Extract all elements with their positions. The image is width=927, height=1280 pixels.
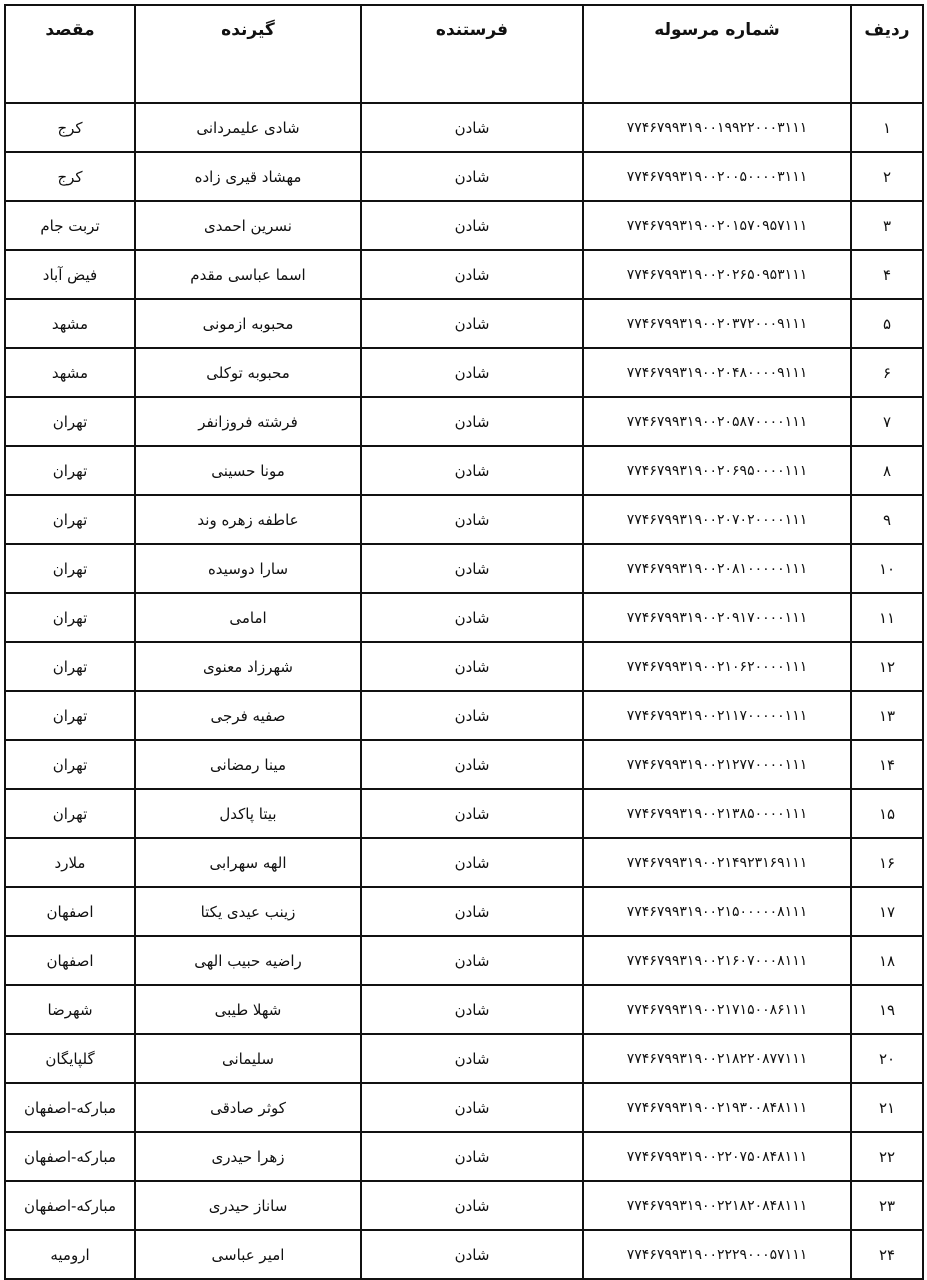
cell-sender: شادن bbox=[361, 838, 583, 887]
cell-tracking-number: ۷۷۴۶۷۹۹۳۱۹۰۰۲۰۸۱۰۰۰۰۰۱۱۱ bbox=[583, 544, 851, 593]
cell-tracking-number: ۷۷۴۶۷۹۹۳۱۹۰۰۲۰۰۵۰۰۰۰۳۱۱۱ bbox=[583, 152, 851, 201]
cell-sender: شادن bbox=[361, 446, 583, 495]
cell-destination: تهران bbox=[5, 397, 135, 446]
cell-tracking-number: ۷۷۴۶۷۹۹۳۱۹۰۰۲۰۹۱۷۰۰۰۰۱۱۱ bbox=[583, 593, 851, 642]
cell-row-index: ۲۱ bbox=[851, 1083, 923, 1132]
table-body bbox=[5, 103, 923, 1279]
cell-receiver: بیتا پاکدل bbox=[135, 789, 361, 838]
table-row bbox=[5, 593, 923, 642]
cell-receiver: فرشته فروزانفر bbox=[135, 397, 361, 446]
cell-destination: تهران bbox=[5, 495, 135, 544]
cell-receiver: سارا دوسیده bbox=[135, 544, 361, 593]
cell-row-index: ۷ bbox=[851, 397, 923, 446]
cell-tracking-number: ۷۷۴۶۷۹۹۳۱۹۰۰۲۱۷۱۵۰۰۸۶۱۱۱ bbox=[583, 985, 851, 1034]
cell-sender: شادن bbox=[361, 544, 583, 593]
cell-tracking-number: ۷۷۴۶۷۹۹۳۱۹۰۰۲۱۹۳۰۰۸۴۸۱۱۱ bbox=[583, 1083, 851, 1132]
cell-row-index: ۱ bbox=[851, 103, 923, 152]
shipment-table-sheet bbox=[4, 4, 922, 1276]
cell-receiver: مینا رمضانی bbox=[135, 740, 361, 789]
cell-sender: شادن bbox=[361, 250, 583, 299]
cell-destination: تربت جام bbox=[5, 201, 135, 250]
cell-receiver: عاطفه زهره وند bbox=[135, 495, 361, 544]
cell-sender: شادن bbox=[361, 152, 583, 201]
cell-row-index: ۹ bbox=[851, 495, 923, 544]
cell-tracking-number: ۷۷۴۶۷۹۹۳۱۹۰۰۲۲۰۷۵۰۸۴۸۱۱۱ bbox=[583, 1132, 851, 1181]
cell-tracking-number: ۷۷۴۶۷۹۹۳۱۹۰۰۲۰۲۶۵۰۹۵۳۱۱۱ bbox=[583, 250, 851, 299]
table-row bbox=[5, 691, 923, 740]
cell-destination: اصفهان bbox=[5, 887, 135, 936]
cell-receiver: مونا حسینی bbox=[135, 446, 361, 495]
cell-row-index: ۱۶ bbox=[851, 838, 923, 887]
cell-receiver: امامی bbox=[135, 593, 361, 642]
cell-row-index: ۴ bbox=[851, 250, 923, 299]
cell-sender: شادن bbox=[361, 936, 583, 985]
cell-sender: شادن bbox=[361, 593, 583, 642]
cell-tracking-number: ۷۷۴۶۷۹۹۳۱۹۰۰۲۰۳۷۲۰۰۰۹۱۱۱ bbox=[583, 299, 851, 348]
cell-row-index: ۲ bbox=[851, 152, 923, 201]
cell-row-index: ۱۵ bbox=[851, 789, 923, 838]
table-row bbox=[5, 250, 923, 299]
cell-sender: شادن bbox=[361, 1132, 583, 1181]
cell-receiver: محبوبه توکلی bbox=[135, 348, 361, 397]
cell-row-index: ۲۲ bbox=[851, 1132, 923, 1181]
cell-tracking-number: ۷۷۴۶۷۹۹۳۱۹۰۰۲۱۱۷۰۰۰۰۰۱۱۱ bbox=[583, 691, 851, 740]
table-row bbox=[5, 446, 923, 495]
table-row bbox=[5, 348, 923, 397]
cell-destination: تهران bbox=[5, 593, 135, 642]
cell-destination: تهران bbox=[5, 740, 135, 789]
cell-row-index: ۱۸ bbox=[851, 936, 923, 985]
table-row bbox=[5, 1230, 923, 1279]
cell-row-index: ۱۰ bbox=[851, 544, 923, 593]
cell-destination: تهران bbox=[5, 544, 135, 593]
cell-tracking-number: ۷۷۴۶۷۹۹۳۱۹۰۰۲۱۶۰۷۰۰۰۸۱۱۱ bbox=[583, 936, 851, 985]
table-row bbox=[5, 544, 923, 593]
cell-tracking-number: ۷۷۴۶۷۹۹۳۱۹۰۰۲۰۱۵۷۰۹۵۷۱۱۱ bbox=[583, 201, 851, 250]
cell-destination: تهران bbox=[5, 789, 135, 838]
cell-sender: شادن bbox=[361, 985, 583, 1034]
cell-destination: مبارکه-اصفهان bbox=[5, 1132, 135, 1181]
cell-destination: فیض آباد bbox=[5, 250, 135, 299]
cell-tracking-number: ۷۷۴۶۷۹۹۳۱۹۰۰۲۰۶۹۵۰۰۰۰۱۱۱ bbox=[583, 446, 851, 495]
cell-tracking-number: ۷۷۴۶۷۹۹۳۱۹۰۰۲۲۲۹۰۰۰۵۷۱۱۱ bbox=[583, 1230, 851, 1279]
cell-destination: مبارکه-اصفهان bbox=[5, 1083, 135, 1132]
cell-sender: شادن bbox=[361, 397, 583, 446]
shipment-table bbox=[4, 4, 924, 1280]
cell-sender: شادن bbox=[361, 103, 583, 152]
cell-tracking-number: ۷۷۴۶۷۹۹۳۱۹۰۰۲۱۲۷۷۰۰۰۰۱۱۱ bbox=[583, 740, 851, 789]
cell-sender: شادن bbox=[361, 299, 583, 348]
cell-sender: شادن bbox=[361, 789, 583, 838]
cell-receiver: راضیه حبیب الهی bbox=[135, 936, 361, 985]
cell-tracking-number: ۷۷۴۶۷۹۹۳۱۹۰۰۲۱۳۸۵۰۰۰۰۱۱۱ bbox=[583, 789, 851, 838]
cell-row-index: ۱۳ bbox=[851, 691, 923, 740]
cell-receiver: سلیمانی bbox=[135, 1034, 361, 1083]
cell-receiver: امیر عباسی bbox=[135, 1230, 361, 1279]
table-row bbox=[5, 1181, 923, 1230]
cell-sender: شادن bbox=[361, 740, 583, 789]
cell-sender: شادن bbox=[361, 1230, 583, 1279]
cell-row-index: ۸ bbox=[851, 446, 923, 495]
cell-row-index: ۳ bbox=[851, 201, 923, 250]
cell-receiver: کوثر صادقی bbox=[135, 1083, 361, 1132]
table-row bbox=[5, 495, 923, 544]
cell-tracking-number: ۷۷۴۶۷۹۹۳۱۹۰۰۲۱۰۶۲۰۰۰۰۱۱۱ bbox=[583, 642, 851, 691]
cell-destination: مشهد bbox=[5, 348, 135, 397]
table-row bbox=[5, 152, 923, 201]
header-sender: فرستنده bbox=[361, 5, 583, 103]
cell-destination: گلپایگان bbox=[5, 1034, 135, 1083]
cell-row-index: ۱۷ bbox=[851, 887, 923, 936]
cell-sender: شادن bbox=[361, 1083, 583, 1132]
cell-destination: اصفهان bbox=[5, 936, 135, 985]
cell-sender: شادن bbox=[361, 1181, 583, 1230]
cell-receiver: محبوبه ازمونی bbox=[135, 299, 361, 348]
cell-receiver: الهه سهرابی bbox=[135, 838, 361, 887]
cell-destination: ملارد bbox=[5, 838, 135, 887]
header-tracking-number: شماره مرسوله bbox=[583, 5, 851, 103]
cell-tracking-number: ۷۷۴۶۷۹۹۳۱۹۰۰۲۰۵۸۷۰۰۰۰۱۱۱ bbox=[583, 397, 851, 446]
cell-sender: شادن bbox=[361, 642, 583, 691]
cell-tracking-number: ۷۷۴۶۷۹۹۳۱۹۰۰۲۱۵۰۰۰۰۰۸۱۱۱ bbox=[583, 887, 851, 936]
table-row bbox=[5, 1132, 923, 1181]
cell-receiver: ساناز حیدری bbox=[135, 1181, 361, 1230]
cell-sender: شادن bbox=[361, 887, 583, 936]
table-row bbox=[5, 887, 923, 936]
cell-destination: شهرضا bbox=[5, 985, 135, 1034]
table-header-row bbox=[5, 5, 923, 103]
table-row bbox=[5, 985, 923, 1034]
cell-sender: شادن bbox=[361, 348, 583, 397]
cell-receiver: شهرزاد معنوی bbox=[135, 642, 361, 691]
cell-receiver: شهلا طیبی bbox=[135, 985, 361, 1034]
cell-destination: تهران bbox=[5, 691, 135, 740]
cell-row-index: ۲۰ bbox=[851, 1034, 923, 1083]
cell-row-index: ۱۲ bbox=[851, 642, 923, 691]
cell-tracking-number: ۷۷۴۶۷۹۹۳۱۹۰۰۱۹۹۲۲۰۰۰۳۱۱۱ bbox=[583, 103, 851, 152]
table-row bbox=[5, 740, 923, 789]
cell-destination: مبارکه-اصفهان bbox=[5, 1181, 135, 1230]
cell-receiver: زینب عیدی یکتا bbox=[135, 887, 361, 936]
cell-sender: شادن bbox=[361, 201, 583, 250]
cell-sender: شادن bbox=[361, 1034, 583, 1083]
cell-row-index: ۱۱ bbox=[851, 593, 923, 642]
table-row bbox=[5, 201, 923, 250]
cell-tracking-number: ۷۷۴۶۷۹۹۳۱۹۰۰۲۰۷۰۲۰۰۰۰۱۱۱ bbox=[583, 495, 851, 544]
cell-row-index: ۱۹ bbox=[851, 985, 923, 1034]
header-destination: مقصد bbox=[5, 5, 135, 103]
table-row bbox=[5, 789, 923, 838]
header-receiver: گیرنده bbox=[135, 5, 361, 103]
cell-destination: تهران bbox=[5, 642, 135, 691]
cell-sender: شادن bbox=[361, 495, 583, 544]
cell-row-index: ۲۳ bbox=[851, 1181, 923, 1230]
cell-receiver: صفیه فرجی bbox=[135, 691, 361, 740]
cell-destination: مشهد bbox=[5, 299, 135, 348]
cell-sender: شادن bbox=[361, 691, 583, 740]
cell-receiver: مهشاد قیری زاده bbox=[135, 152, 361, 201]
cell-row-index: ۲۴ bbox=[851, 1230, 923, 1279]
cell-tracking-number: ۷۷۴۶۷۹۹۳۱۹۰۰۲۱۸۲۲۰۸۷۷۱۱۱ bbox=[583, 1034, 851, 1083]
cell-receiver: شادی علیمردانی bbox=[135, 103, 361, 152]
table-row bbox=[5, 838, 923, 887]
table-row bbox=[5, 936, 923, 985]
cell-row-index: ۱۴ bbox=[851, 740, 923, 789]
cell-destination: تهران bbox=[5, 446, 135, 495]
cell-receiver: اسما عباسی مقدم bbox=[135, 250, 361, 299]
table-row bbox=[5, 299, 923, 348]
cell-destination: ارومیه bbox=[5, 1230, 135, 1279]
cell-destination: کرج bbox=[5, 152, 135, 201]
cell-row-index: ۶ bbox=[851, 348, 923, 397]
table-row bbox=[5, 397, 923, 446]
table-row bbox=[5, 103, 923, 152]
table-row bbox=[5, 642, 923, 691]
cell-receiver: نسرین احمدی bbox=[135, 201, 361, 250]
cell-destination: کرج bbox=[5, 103, 135, 152]
header-row-index: ردیف bbox=[851, 5, 923, 103]
cell-tracking-number: ۷۷۴۶۷۹۹۳۱۹۰۰۲۰۴۸۰۰۰۰۹۱۱۱ bbox=[583, 348, 851, 397]
table-row bbox=[5, 1083, 923, 1132]
cell-row-index: ۵ bbox=[851, 299, 923, 348]
cell-tracking-number: ۷۷۴۶۷۹۹۳۱۹۰۰۲۲۱۸۲۰۸۴۸۱۱۱ bbox=[583, 1181, 851, 1230]
table-row bbox=[5, 1034, 923, 1083]
cell-tracking-number: ۷۷۴۶۷۹۹۳۱۹۰۰۲۱۴۹۲۳۱۶۹۱۱۱ bbox=[583, 838, 851, 887]
cell-receiver: زهرا حیدری bbox=[135, 1132, 361, 1181]
